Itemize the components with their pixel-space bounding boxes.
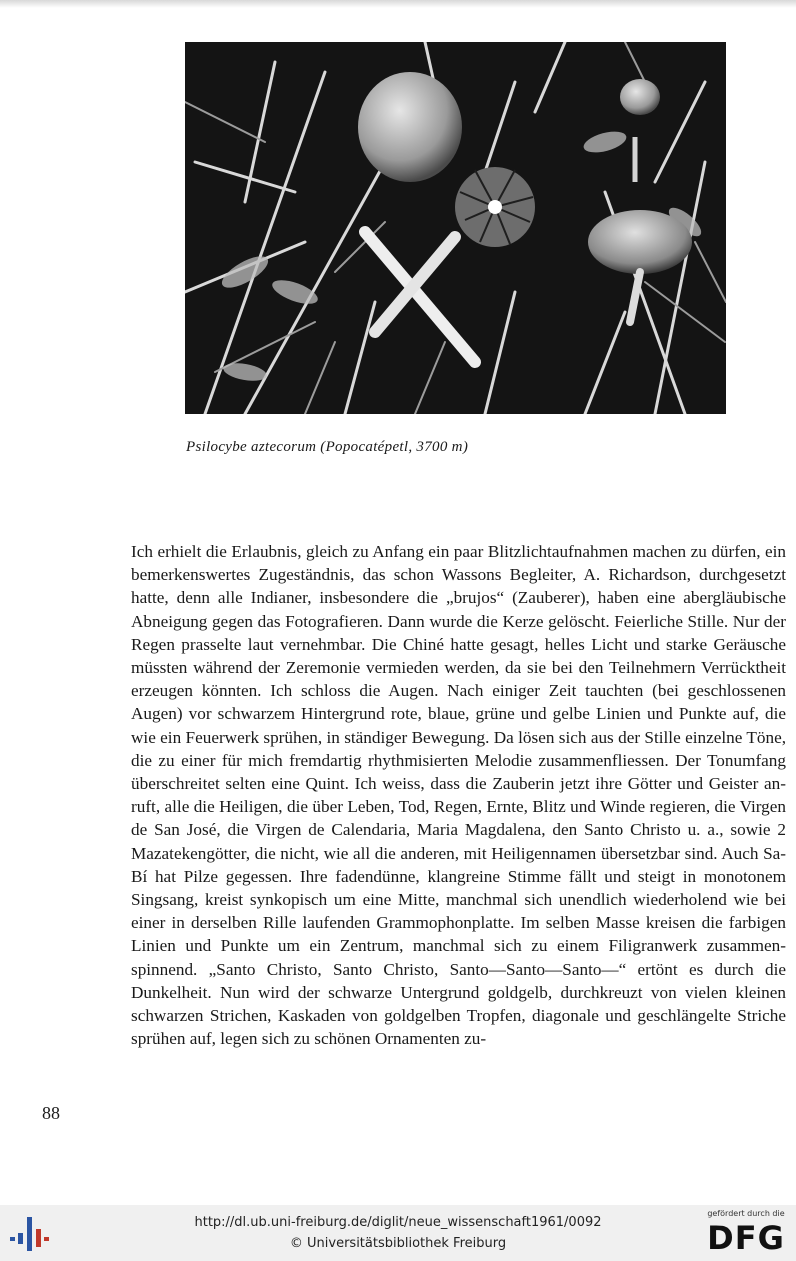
dfg-logo [700, 1209, 792, 1259]
mushroom-photograph [185, 42, 726, 414]
body-paragraph: Ich erhielt die Erlaubnis, gleich zu Anfang ein paar Blitzlichtaufnahmen machen zu dürfen, ein bemerkenswertes Zugeständnis, das schon Wassons Begleiter, A. Richardson, durchgesetzt hatte, denn alle Indianer, insbesondere die „brujos“ (Zauberer), haben eine abergläubische Abneigung gegen das Fotografieren. Dann wurde die Kerze gelöscht. Feierliche Stille. Nur der Regen prasselte laut vernehmbar. Die Chiné hatte gesagt, helles Licht und starke Geräusche müssten während der Zeremonie vermieden werden, da sie bei den Teilnehmern Verrücktheit erzeugen könnten. Ich schloss die Augen. Nach einiger Zeit tauchten (bei geschlossenen Augen) vor schwarzem Hintergrund rote, blaue, grüne und gelbe Linien und Punkte auf, die wie ein Feuerwerk sprühen, in ständiger Bewegung. Da lösen sich aus der Stille einzelne Töne, die zu einer für mich fremdartig rhythmisierten Melodie zusammenfliessen. Der Tonumfang überschreitet selten eine Quint. Ich weiss, dass die Zauberin jetzt ihre Götter und Geister anruft, alle die Heiligen, die über Leben, Tod, Regen, Ernte, Blitz und Winde regieren, die Virgen de San José, die Virgen de Calendaria, Maria Magdalena, den Santo Christo u. a., sowie 2 Mazatekengötter, die nicht, wie all die anderen, mit Heiligennamen übersetzbar sind. Auch Sa-Bí hat Pilze gegessen. Ihre fadendünne, klangreine Stimme fällt und steigt in monotonem Singsang, kreist synkopisch um eine Mitte, manchmal sich unendlich wiederholend wie bei einer in derselben Rille laufenden Grammophonplatte. Im selben Masse kreisen die farbigen Linien und Punkte um ein Zentrum, manchmal sich zu einem Filigranwerk zusammenspinnend. „Santo Christo, Santo Christo, Santo—Santo—Santo—“ ertönt es durch die Dunkelheit. Nun wird der schwarze Untergrund goldgelb, durchkreuzt von vielen kleinen schwarzen Strichen, Kaskaden von goldgelben Tropfen, diagonale und geschlängelte Striche sprühen auf, legen sich zu schönen Ornamenten zu- [131, 542, 786, 1049]
dfg-logo-text: DFG [707, 1219, 785, 1257]
copyright-notice: © Universitätsbibliothek Freiburg [289, 1236, 507, 1251]
page-number: 88 [42, 1103, 60, 1123]
figure-caption: Psilocybe aztecorum (Popocatépetl, 3700 m) [186, 439, 469, 455]
viewer-footer [0, 1205, 796, 1261]
funder-note: gefördert durch die [707, 1209, 785, 1218]
scan-edge [0, 0, 796, 8]
permalink-url[interactable]: http://dl.ub.uni-freiburg.de/diglit/neue_wissenschaft1961/0092 [194, 1215, 602, 1230]
